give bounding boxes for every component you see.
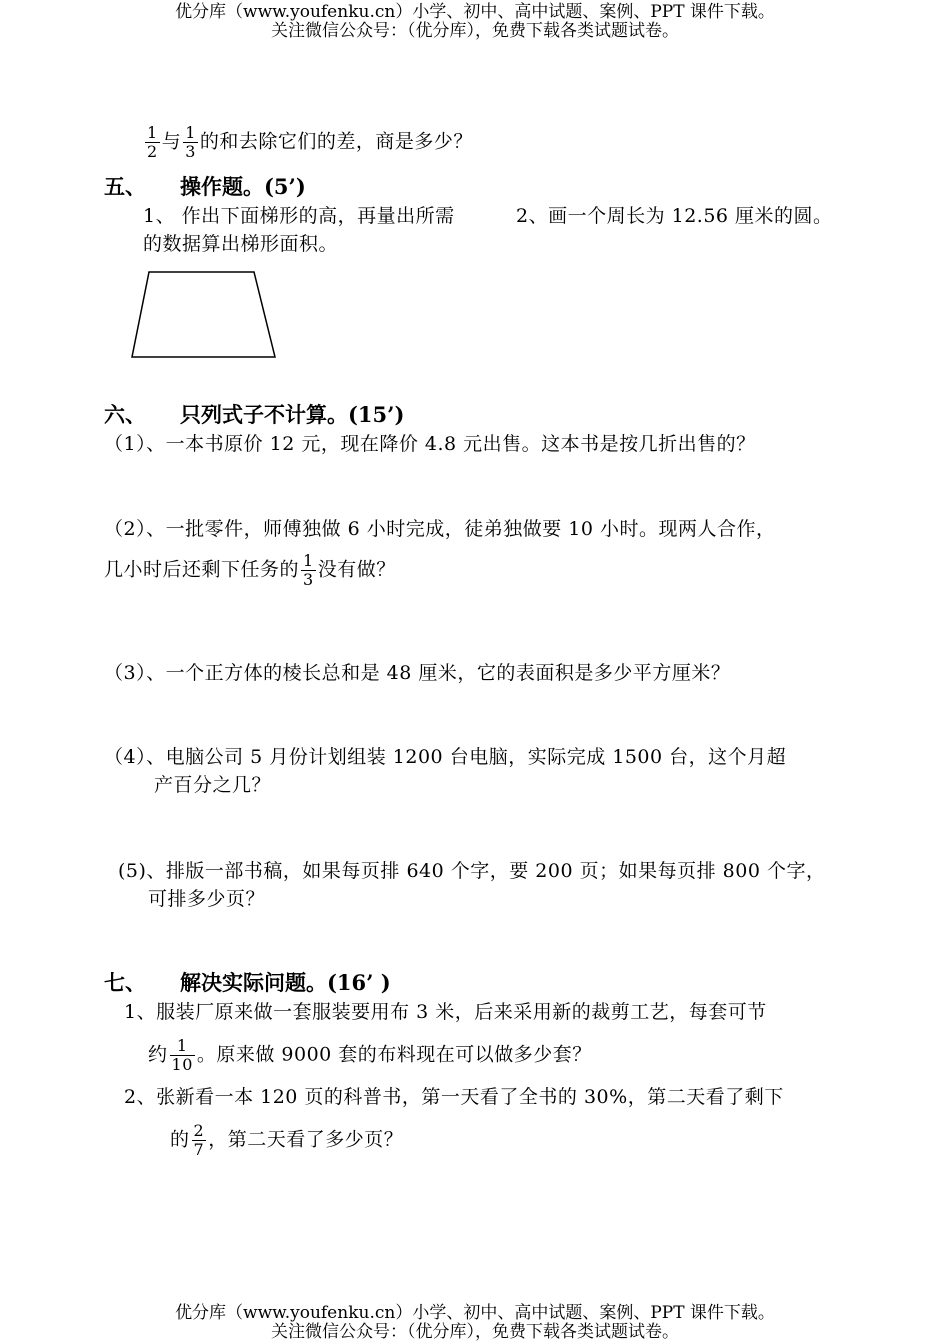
section-5-heading: 五、 操作题。(5’) [104, 174, 306, 199]
fraction: $\frac{1}{3}$ [303, 551, 314, 589]
fraction: $\frac{1}{10}$ [171, 1036, 193, 1074]
s7-q1-line2: 约 $\frac{1}{10}$ 。原来做 9000 套的布料现在可以做多少套？ [148, 1036, 592, 1074]
trapezoid-shape [132, 272, 275, 357]
page-header-line1: 优分库（www.youfenku.cn）小学、初中、高中试题、案例、PPT 课件下载。 [175, 2, 775, 22]
fraction: $\frac{1}{2}$ [147, 123, 158, 161]
fraction: $\frac{1}{3}$ [185, 123, 196, 161]
s7-q1-line1: 1、服装厂原来做一套服装要用布 3 米，后来采用新的裁剪工艺，每套可节 [124, 1001, 767, 1023]
fraction: $\frac{2}{7}$ [193, 1121, 205, 1159]
s6-q4-line2: 产百分之几？ [154, 774, 272, 796]
page-header-line2: 关注微信公众号：（优分库），免费下载各类试题试卷。 [271, 21, 679, 41]
section-7-heading: 七、 解决实际问题。(16’ ) [104, 970, 391, 995]
page-footer-line1: 优分库（www.youfenku.cn）小学、初中、高中试题、案例、PPT 课件下载。 [175, 1303, 775, 1323]
section-6-heading: 六、 只列式子不计算。(15’) [104, 402, 405, 427]
s5-q1-line1: 1、 作出下面梯形的高，再量出所需 [143, 205, 455, 227]
s6-q1: （1）、一本书原价 12 元，现在降价 4.8 元出售。这本书是按几折出售的？ [104, 433, 756, 455]
s7-q2-line1: 2、张新看一本 120 页的科普书，第一天看了全书的 30%，第二天看了剩下 [124, 1086, 784, 1108]
intro-question: $\frac{1}{2}$ 与 $\frac{1}{3}$ 的和去除它们的差，商是多少？ [147, 123, 473, 161]
s6-q5-line2: 可排多少页？ [148, 888, 266, 910]
page-footer-line2: 关注微信公众号：（优分库），免费下载各类试题试卷。 [271, 1322, 679, 1342]
s6-q2-line1: （2）、一批零件，师傅独做 6 小时完成，徒弟独做要 10 小时。现两人合作， [104, 518, 776, 540]
s6-q3: （3）、一个正方体的棱长总和是 48 厘米，它的表面积是多少平方厘米？ [104, 662, 731, 684]
s5-q2: 2、画一个周长为 12.56 厘米的圆。 [516, 205, 833, 227]
s6-q2-line2: 几小时后还剩下任务的 $\frac{1}{3}$ 没有做？ [104, 551, 396, 589]
s6-q4-line1: （4）、电脑公司 5 月份计划组装 1200 台电脑，实际完成 1500 台，这个月超 [104, 746, 787, 768]
trapezoid-figure [128, 268, 283, 362]
s6-q5-line1: (5)、排版一部书稿，如果每页排 640 个字，要 200 页；如果每页排 800 个字， [118, 860, 826, 882]
s5-q1-line2: 的数据算出梯形面积。 [143, 233, 339, 255]
s7-q2-line2: 的 $\frac{2}{7}$ ，第二天看了多少页？ [170, 1121, 404, 1159]
